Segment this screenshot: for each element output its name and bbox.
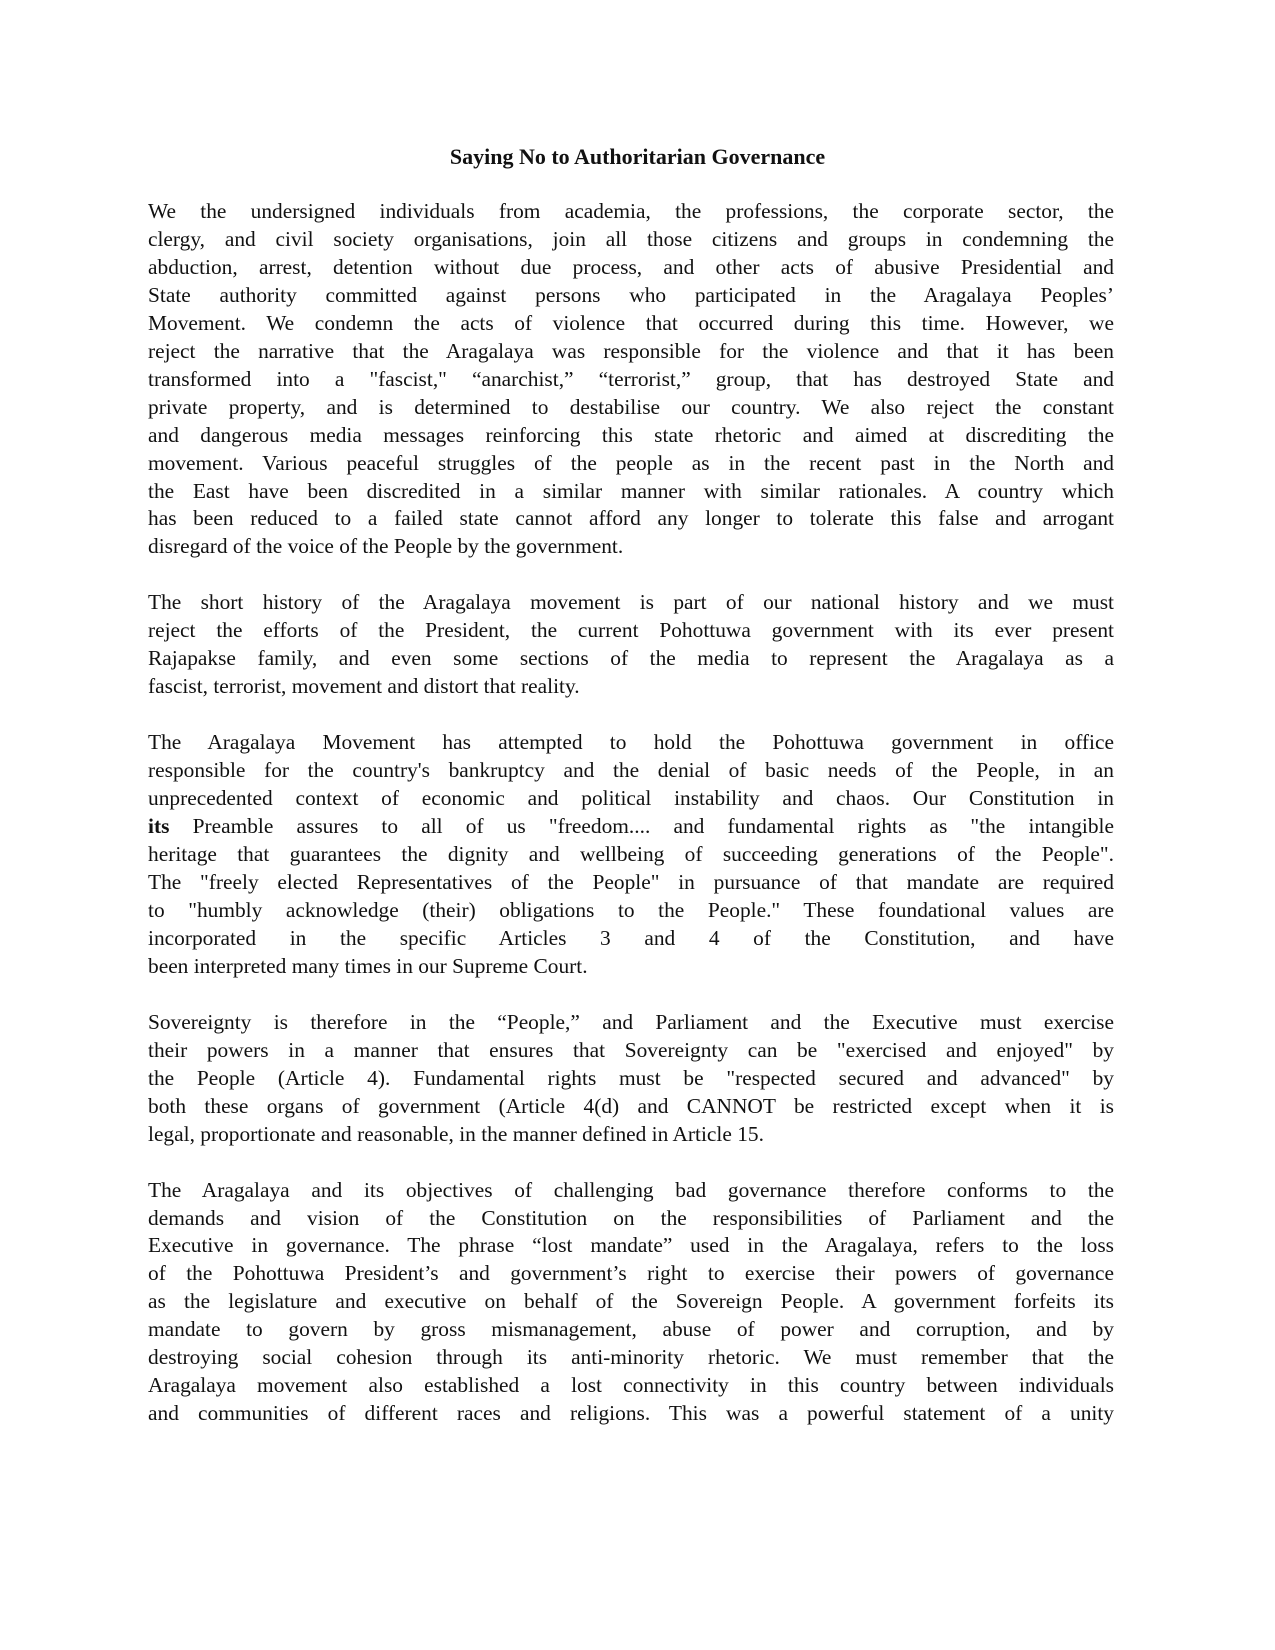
text-line: transformed into a "fascist," “anarchist,” “terrorist,” group, that has destroyed State and (148, 366, 1114, 391)
text-line: destroying social cohesion through its anti-minority rhetoric. We must remember that the (148, 1345, 1114, 1370)
text-line: the People (Article 4). Fundamental rights must be "respected secured and advanced" by (148, 1065, 1114, 1090)
paragraph-2 (148, 589, 1114, 701)
paragraph-1 (148, 198, 1114, 561)
text-line: of the Pohottuwa President’s and government’s right to exercise their powers of governance (148, 1261, 1114, 1286)
text-line: The short history of the Aragalaya movement is part of our national history and we must (148, 590, 1114, 615)
text-line: incorporated in the specific Articles 3 and 4 of the Constitution, and have (148, 925, 1114, 950)
text-line: disregard of the voice of the People by the government. (148, 534, 624, 559)
text-line: The Aragalaya Movement has attempted to hold the Pohottuwa government in office (148, 730, 1114, 755)
text-line: been interpreted many times in our Supreme Court. (148, 953, 588, 978)
document-body (148, 198, 1114, 1456)
text-line: The "freely elected Representatives of the People" in pursuance of that mandate are required (148, 869, 1114, 894)
text-line: Aragalaya movement also established a lost connectivity in this country between individuals (148, 1373, 1114, 1398)
text-line: demands and vision of the Constitution on the responsibilities of Parliament and the (148, 1205, 1114, 1230)
text-line: has been reduced to a failed state cannot afford any longer to tolerate this false and arrogant (148, 506, 1114, 531)
text-line: clergy, and civil society organisations, join all those citizens and groups in condemning the (148, 226, 1114, 251)
paragraph-5 (148, 1177, 1114, 1429)
text-line: Executive in governance. The phrase “lost mandate” used in the Aragalaya, refers to the loss (148, 1233, 1114, 1258)
text-line: and dangerous media messages reinforcing this state rhetoric and aimed at discrediting the (148, 422, 1114, 447)
text-line: reject the narrative that the Aragalaya was responsible for the violence and that it has been (148, 338, 1114, 363)
text-line: We the undersigned individuals from academia, the professions, the corporate sector, the (148, 199, 1114, 223)
bold-word: its (148, 814, 170, 839)
text-line: reject the efforts of the President, the current Pohottuwa government with its ever present (148, 618, 1114, 643)
paragraph-3 (148, 729, 1114, 981)
text-line: fascist, terrorist, movement and distort that reality. (148, 674, 580, 699)
text-line: the East have been discredited in a similar manner with similar rationales. A country which (148, 478, 1114, 503)
text-line: heritage that guarantees the dignity and wellbeing of succeeding generations of the People". (148, 842, 1114, 867)
text-line: both these organs of government (Article 4(d) and CANNOT be restricted except when it is (148, 1093, 1114, 1118)
text-line: mandate to govern by gross mismanagement, abuse of power and corruption, and by (148, 1317, 1114, 1342)
text-line: as the legislature and executive on behalf of the Sovereign People. A government forfeits its (148, 1289, 1114, 1314)
text-line: their powers in a manner that ensures that Sovereignty can be "exercised and enjoyed" by (148, 1037, 1114, 1062)
text-line: legal, proportionate and reasonable, in the manner defined in Article 15. (148, 1121, 764, 1146)
text-line: The Aragalaya and its objectives of challenging bad governance therefore conforms to the (148, 1177, 1114, 1202)
text-line: private property, and is determined to destabilise our country. We also reject the constant (148, 394, 1114, 419)
text-line: and communities of different races and religions. This was a powerful statement of a unity (148, 1401, 1114, 1426)
text-line: abduction, arrest, detention without due process, and other acts of abusive Presidential and (148, 254, 1114, 279)
text-line-rest: Preamble assures to all of us "freedom.... and fundamental rights as "the intangible (169, 814, 1114, 839)
text-line: movement. Various peaceful struggles of the people as in the recent past in the North and (148, 450, 1114, 475)
text-line: Sovereignty is therefore in the “People,” and Parliament and the Executive must exercise (148, 1009, 1114, 1034)
text-line: Rajapakse family, and even some sections of the media to represent the Aragalaya as a (148, 646, 1114, 671)
text-line-with-bold (148, 813, 1114, 841)
text-line: responsible for the country's bankruptcy and the denial of basic needs of the People, in an (148, 758, 1114, 783)
text-line: to "humbly acknowledge (their) obligations to the People." These foundational values are (148, 897, 1114, 922)
text-line: Movement. We condemn the acts of violence that occurred during this time. However, we (148, 310, 1114, 335)
document-title: Saying No to Authoritarian Governance (449, 144, 826, 169)
text-line: unprecedented context of economic and political instability and chaos. Our Constitution in (148, 786, 1114, 811)
text-line: State authority committed against persons who participated in the Aragalaya Peoples’ (148, 282, 1114, 307)
paragraph-4 (148, 1009, 1114, 1149)
